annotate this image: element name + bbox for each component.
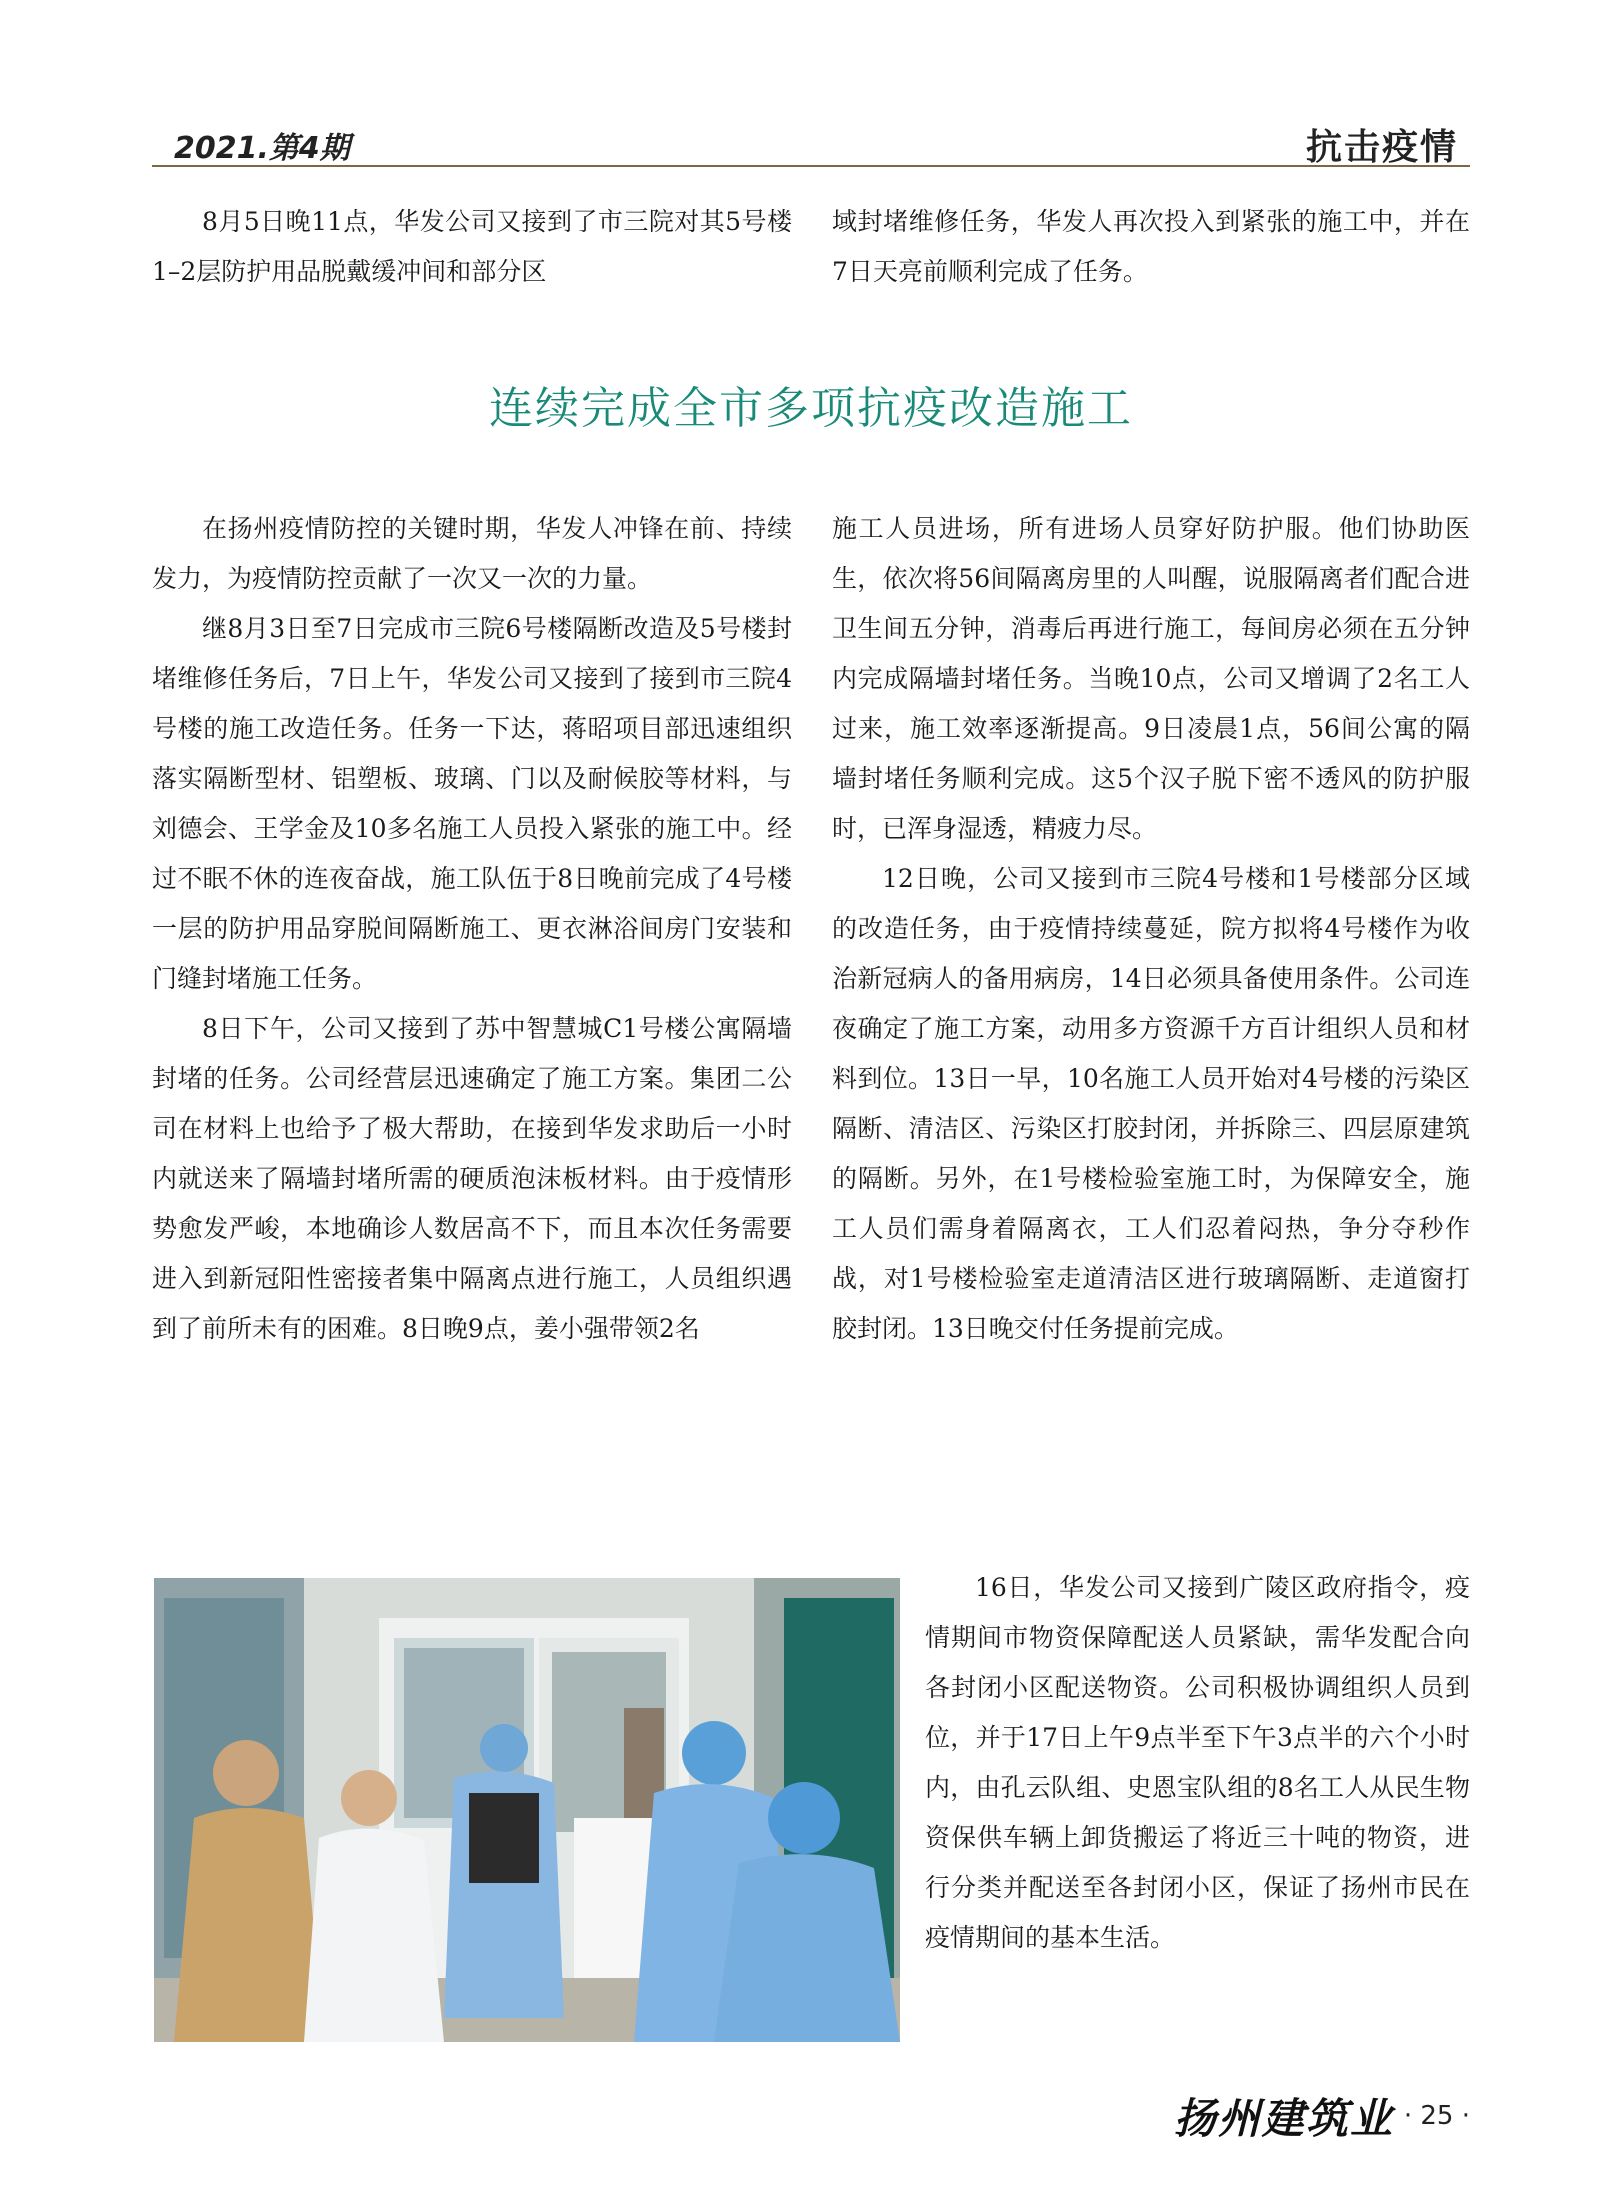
issue-label: 2021.第4期 — [174, 131, 350, 166]
page-header — [152, 115, 1470, 167]
right-column — [832, 504, 1470, 1354]
article-heading: 连续完成全市多项抗疫改造施工 — [489, 383, 1133, 434]
intro-paragraph: 8月5日晚11点，华发公司又接到了市三院对其5号楼1–2层防护用品脱戴缓冲间和部分区 — [152, 207, 792, 286]
construction-photo — [154, 1578, 900, 2042]
body-paragraph-continued: 施工人员进场，所有进场人员穿好防护服。他们协助医生，依次将56间隔离房里的人叫醒，说服隔离者们配合进卫生间五分钟，消毒后再进行施工，每间房必须在五分钟内完成隔墙封堵任务。当晚10点，公司又增调了2名工人过来，施工效率逐渐提高。9日凌晨1点，56间公寓的隔墙封堵任务顺利完成。这5个汉子脱下密不透风的防护服时，已浑身湿透，精疲力尽。 — [832, 514, 1470, 843]
body-paragraph: 8日下午，公司又接到了苏中智慧城C1号楼公寓隔墙封堵的任务。公司经营层迅速确定了施工方案。集团二公司在材料上也给予了极大帮助，在接到华发求助后一小时内就送来了隔墙封堵所需的硬质泡沫板材料。由于疫情形势愈发严峻，本地确诊人数居高不下，而且本次任务需要进入到新冠阳性密接者集中隔离点进行施工，人员组织遇到了前所未有的困难。8日晚9点，姜小强带领2名 — [152, 1014, 792, 1343]
body-paragraph: 继8月3日至7日完成市三院6号楼隔断改造及5号楼封堵维修任务后，7日上午，华发公司又接到了接到市三院4号楼的施工改造任务。任务一下达，蒋昭项目部迅速组织落实隔断型材、铝塑板、玻璃、门以及耐候胶等材料，与刘德会、王学金及10多名施工人员投入紧张的施工中。经过不眠不休的连夜奋战，施工队伍于8日晚前完成了4号楼一层的防护用品穿脱间隔断施工、更衣淋浴间房门安装和门缝封堵施工任务。 — [152, 614, 792, 993]
body-paragraph: 16日，华发公司又接到广陵区政府指令，疫情期间市物资保障配送人员紧缺，需华发配合向各封闭小区配送物资。公司积极协调组织人员到位，并于17日上午9点半至下午3点半的六个小时内，由孔云队组、史恩宝队组的8名工人从民生物资保供车辆上卸货搬运了将近三十吨的物资，进行分类并配送至各封闭小区，保证了扬州市民在疫情期间的基本生活。 — [925, 1573, 1470, 1952]
page-footer — [1174, 2086, 1470, 2146]
left-column — [152, 504, 792, 1354]
section-title: 抗击疫情 — [1305, 127, 1458, 168]
intro-right-column — [832, 197, 1470, 297]
bottom-right-column — [925, 1563, 1470, 1963]
magazine-logo: 扬州建筑业 — [1173, 2094, 1394, 2143]
body-paragraph: 在扬州疫情防控的关键时期，华发人冲锋在前、持续发力，为疫情防控贡献了一次又一次的力量。 — [152, 514, 792, 593]
intro-paragraph-continued: 域封堵维修任务，华发人再次投入到紧张的施工中，并在7日天亮前顺利完成了任务。 — [832, 207, 1470, 286]
intro-left-column — [152, 197, 792, 297]
photo-illustration — [154, 1578, 900, 2042]
page-number: · 25 · — [1403, 2101, 1470, 2131]
body-paragraph: 12日晚，公司又接到市三院4号楼和1号楼部分区域的改造任务，由于疫情持续蔓延，院方拟将4号楼作为收治新冠病人的备用病房，14日必须具备使用条件。公司连夜确定了施工方案，动用多方资源千方百计组织人员和材料到位。13日一早，10名施工人员开始对4号楼的污染区隔断、清洁区、污染区打胶封闭，并拆除三、四层原建筑的隔断。另外，在1号楼检验室施工时，为保障安全，施工人员们需身着隔离衣，工人们忍着闷热，争分夺秒作战，对1号楼检验室走道清洁区进行玻璃隔断、走道窗打胶封闭。13日晚交付任务提前完成。 — [832, 864, 1470, 1343]
